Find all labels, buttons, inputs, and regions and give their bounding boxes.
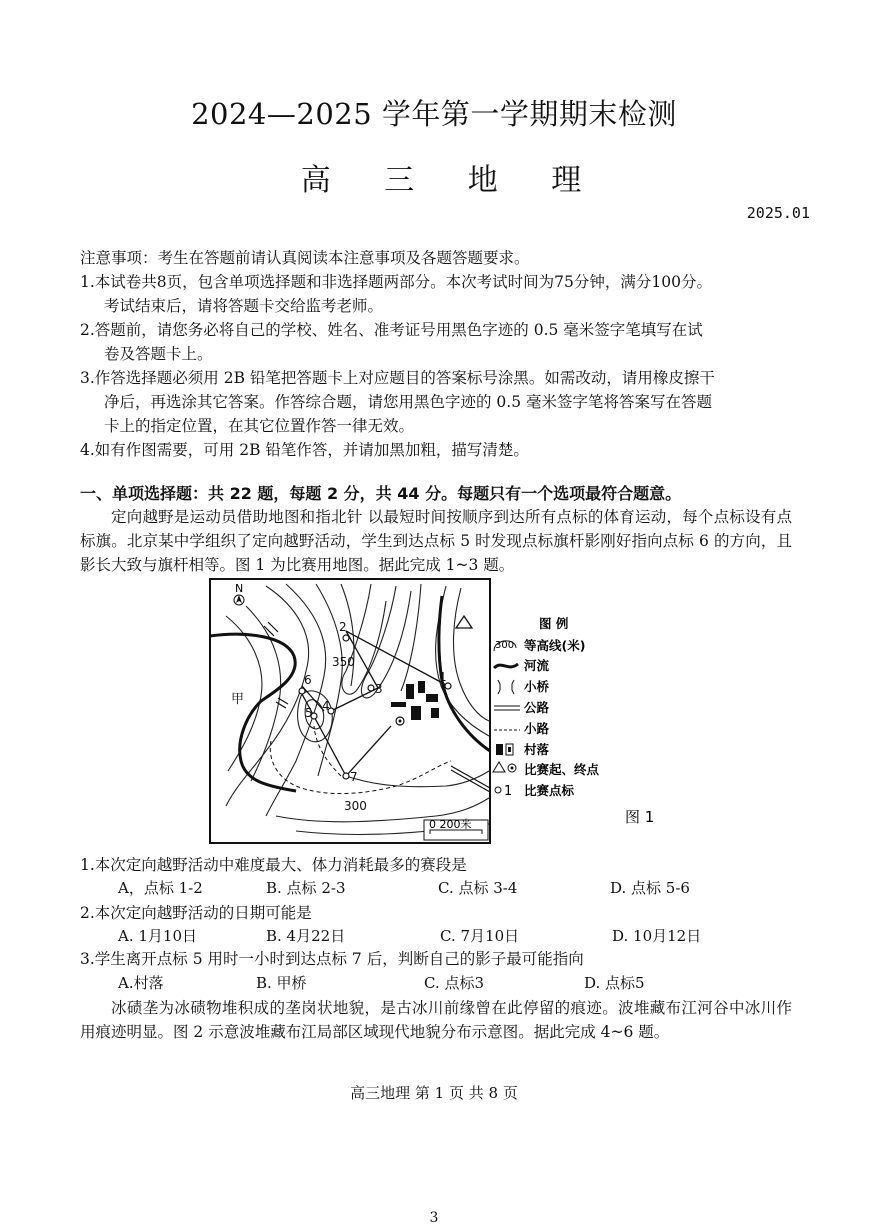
checkpoint-label: 1 [439,670,447,684]
checkpoint-label: 7 [350,770,358,784]
exam-date: 2025.01 [746,204,810,222]
svg-text:300: 300 [495,640,515,651]
notice-line: 4.如有作图需要，可用 2B 铅笔作答，并请加黑加粗，描写清楚。 [80,441,529,459]
contour-icon [494,640,516,651]
legend-label: 公路 [524,700,550,715]
notice-line: 3.作答选择题必须用 2B 铅笔把答题卡上对应题目的答案标号涂黑。如需改动，请用橡皮擦干 [80,369,715,387]
road-icon [494,706,520,710]
scale-bar [424,817,488,840]
question-option[interactable]: A. 1月10日 [118,927,197,945]
river-icon [494,664,518,668]
notice-line: 2.答题前，请您务必将自己的学校、姓名、准考证号用黑色字迹的 0.5 毫米签字笔填写在试 [80,321,703,339]
scale-label: 0 200米 [429,818,472,831]
road [451,766,490,792]
question-option[interactable]: B. 甲桥 [256,974,307,992]
contour-label: 350 [332,655,355,669]
checkpoint-label: 4 [322,699,330,713]
figure-1-map [206,576,655,848]
north-label: N [235,582,244,595]
checkpoint-label: 3 [375,682,383,696]
section-heading: 一、单项选择题：共 22 题，每题 2 分，共 44 分。每题只有一个选项最符合题意。 [80,484,682,503]
legend-label: 村落 [524,742,550,757]
legend [493,616,600,799]
question-option[interactable]: C. 点标3 [424,974,485,992]
village [391,681,439,720]
notice-line: 卡上的指定位置，在其它位置作答一律无效。 [104,417,415,435]
page-number: 3 [429,1210,439,1226]
legend-label: 小路 [524,721,550,736]
passage-moraine: 冰碛垄为冰碛物堆积成的垄岗状地貌，是古冰川前缘曾在此停留的痕迹。波堆藏布江河谷中冰川作用痕迹明显。图 2 示意波堆藏布江局部区域现代地貌分布示意图。据此完成 4~6 题。 [80,999,792,1041]
legend-label: 河流 [524,658,550,673]
figure-caption: 图 1 [625,808,655,826]
contour-lines [226,584,489,835]
checkpoint-label: 2 [339,620,347,634]
question-option[interactable]: B. 4月22日 [266,927,346,945]
question-option[interactable]: A.村落 [118,974,164,992]
question-option[interactable]: A，点标 1-2 [118,879,203,897]
legend-label: 比赛起、终点 [524,762,600,777]
question-stem: 2.本次定向越野活动的日期可能是 [80,904,312,922]
checkpoint-icon [495,784,512,799]
question-option[interactable]: D. 点标 5-6 [610,879,690,897]
village-icon [496,744,513,755]
notice-line: 卷及答题卡上。 [104,345,213,363]
legend-label: 比赛点标 [524,783,575,798]
river [210,596,490,791]
question-option[interactable]: D. 点标5 [584,974,645,992]
exam-subject: 高 三 地 理 [300,163,604,198]
svg-text:1: 1 [504,784,513,799]
notice-line: 净后，再选涂其它答案。作答综合题，请您用黑色字迹的 0.5 毫米签字笔将答案写在答题 [104,393,713,411]
notice-line: 1.本试卷共8页，包含单项选择题和非选择题两部分。本次考试时间为75分钟，满分100分。 [80,273,712,291]
page-footer: 高三地理 第 1 页 共 8 页 [350,1084,518,1102]
checkpoint-label: 5 [305,706,313,720]
question-stem: 1.本次定向越野活动中难度最大、体力消耗最多的赛段是 [80,856,467,874]
notice-line: 考试结束后，请将答题卡交给监考老师。 [104,297,384,315]
bridge-icon [498,680,514,694]
checkpoint-label: 6 [304,673,312,687]
question-option[interactable]: D. 10月12日 [612,927,702,945]
contour-label: 300 [344,799,367,813]
question-option[interactable]: C. 点标 3-4 [438,879,518,897]
legend-label: 小桥 [524,679,550,694]
legend-title: 图 例 [539,616,569,631]
passage-orienteering: 定向越野是运动员借助地图和指北针 以最短时间按顺序到达所有点标的体育运动，每个点标设有点标旗。北京某中学组织了定向越野活动，学生到达点标 5 时发现点标旗杆影刚好指向点标 6 的方向，且影长大致与旗杆相等。图 1 为比赛用地图。据此完成 1~3 题。 [80,508,792,574]
exam-title: 2024—2025 学年第一学期期末检测 [191,97,677,131]
place-label-jia: 甲 [231,692,245,707]
notice-heading: 注意事项：考生在答题前请认真阅读本注意事项及各题答题要求。 [80,249,530,267]
north-arrow-icon [234,582,244,605]
legend-label: 等高线(米) [524,638,586,653]
question-option[interactable]: C. 7月10日 [440,927,520,945]
start-end-icon [493,762,516,772]
question-option[interactable]: B. 点标 2-3 [266,879,346,897]
question-stem: 3.学生离开点标 5 用时一小时到达点标 7 后，判断自己的影子最可能指向 [80,950,584,968]
